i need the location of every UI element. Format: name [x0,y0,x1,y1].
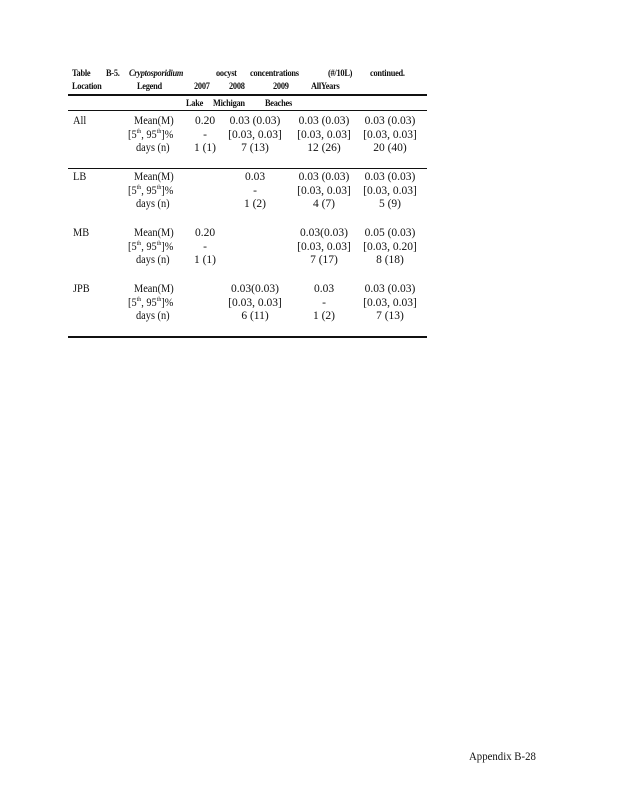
value-cell: 1 (2) [312,310,336,322]
value-cell: [0.03, 0.03] [228,296,282,309]
value-cell: 0.03 (0.03) [298,115,350,127]
value-cell: [0.03, 0.03] [363,296,417,309]
value-cell: 1 (1) [193,254,217,266]
value-cell: - [253,184,257,197]
value-cell: 7 (13) [376,310,404,322]
legend-col-header: Legend [137,82,162,92]
subgroup-lake: Lake [186,99,204,109]
value-cell: 0.03(0.03) [231,283,279,295]
value-cell: 0.03 (0.03) [364,115,416,127]
location-col-header: Location [72,82,102,92]
value-cell: 1 (1) [193,142,217,154]
page-footer: Appendix B-28 [469,749,536,763]
value-cell: 6 (11) [241,310,269,322]
value-cell: 0.03 (0.03) [364,171,416,183]
subgroup-beaches: Beaches [265,99,292,109]
value-cell: 4 (7) [312,198,336,210]
value-cell: 0.03 (0.03) [298,171,350,183]
value-cell: [0.03, 0.03] [363,184,417,197]
value-cell: - [322,296,326,309]
legend-mean: Mean(M) [134,171,174,183]
value-cell: 0.20 [194,227,216,239]
units-label: (#/10L) [328,69,353,79]
value-cell: 0.03 (0.03) [229,115,281,127]
legend-days: days (n) [136,310,170,322]
value-cell: [0.03, 0.03] [297,184,351,197]
group-separator-rule [68,168,427,169]
value-cell: [0.03, 0.03] [297,128,351,141]
value-cell: 12 (26) [307,142,341,154]
location-label: JPB [73,283,90,295]
value-cell: - [203,240,207,253]
value-cell: 7 (13) [241,142,269,154]
value-cell: 5 (9) [378,198,402,210]
value-cell: 7 (17) [310,254,338,266]
legend-days: days (n) [136,254,170,266]
value-cell: 0.03 [313,283,335,295]
value-cell: 8 (18) [376,254,404,266]
location-label: All [73,115,87,127]
year-2009-header: 2009 [273,82,289,92]
continued-label: continued. [370,69,405,79]
legend-percentile: [5th, 95th]% [128,295,174,309]
value-cell: 0.05 (0.03) [364,227,416,239]
legend-percentile: [5th, 95th]% [128,183,174,197]
value-cell: 0.03 (0.03) [364,283,416,295]
legend-mean: Mean(M) [134,227,174,239]
value-cell: 1 (2) [243,198,267,210]
value-cell: [0.03, 0.03] [363,128,417,141]
table-word: Table [72,69,91,79]
legend-percentile: [5th, 95th]% [128,127,174,141]
legend-percentile: [5th, 95th]% [128,239,174,253]
year-2008-header: 2008 [229,82,245,92]
organism-name: Cryptosporidium [129,69,184,79]
oocyst-word: oocyst [216,69,237,79]
subgroup-rule [68,110,427,111]
subgroup-michigan: Michigan [213,99,245,109]
legend-days: days (n) [136,198,170,210]
legend-mean: Mean(M) [134,283,174,295]
location-label: MB [73,227,90,239]
value-cell: [0.03, 0.20] [363,240,417,253]
value-cell: 0.03(0.03) [300,227,348,239]
value-cell: - [203,128,207,141]
value-cell: [0.03, 0.03] [228,128,282,141]
value-cell: 0.03 [244,171,266,183]
legend-mean: Mean(M) [134,115,174,127]
table-bottom-rule [68,336,427,338]
year-2007-header: 2007 [194,82,210,92]
all-years-header: AllYears [311,82,340,92]
table-id: B-5. [106,69,120,79]
value-cell: 0.20 [194,115,216,127]
concentrations-word: concentrations [250,69,299,79]
header-rule [68,94,427,96]
value-cell: 20 (40) [373,142,407,154]
location-label: LB [73,171,87,183]
value-cell: [0.03, 0.03] [297,240,351,253]
legend-days: days (n) [136,142,170,154]
